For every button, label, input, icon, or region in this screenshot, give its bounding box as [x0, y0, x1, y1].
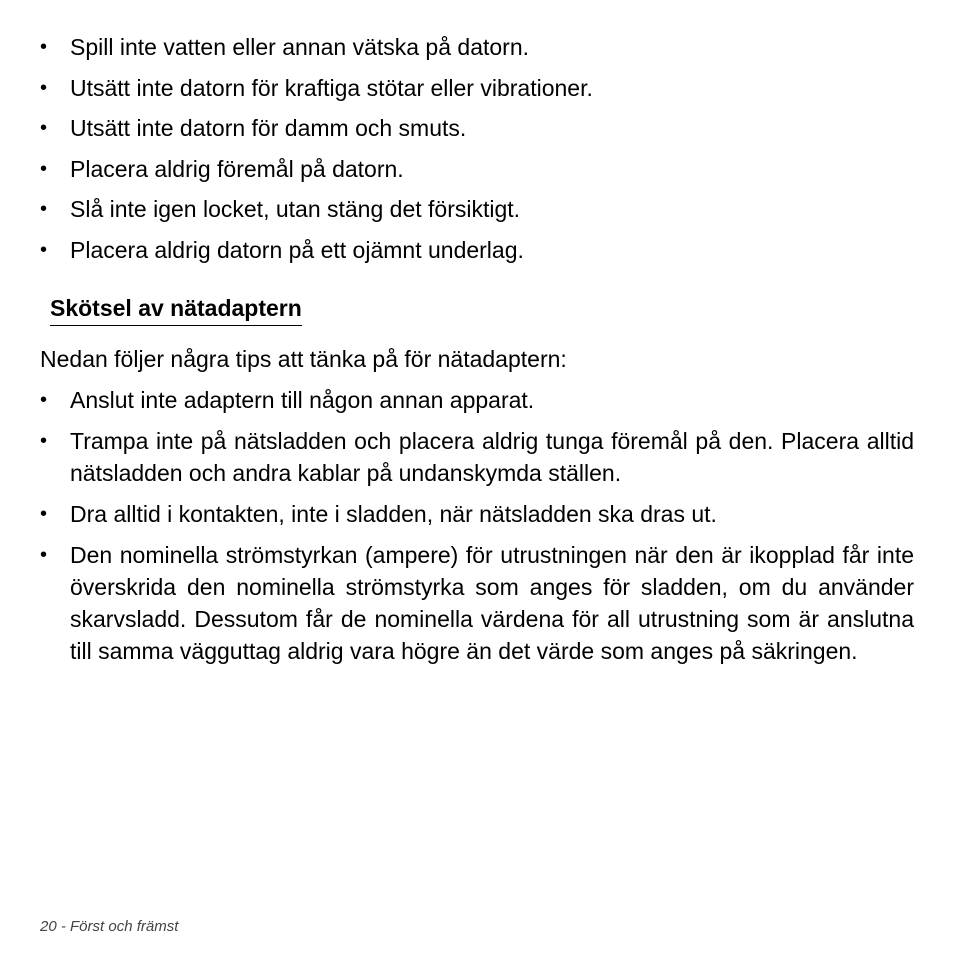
list-item-text: Spill inte vatten eller annan vätska på datorn.	[70, 34, 530, 60]
section-heading: Skötsel av nätadaptern	[50, 292, 302, 326]
bullet-icon: •	[40, 117, 48, 139]
list-item-text: Slå inte igen locket, utan stäng det försiktigt.	[70, 196, 521, 222]
list-item	[40, 153, 914, 185]
list-item-text: Trampa inte på nätsladden och placera aldrig tunga föremål på den. Placera alltid nätsladden och andra kablar på undanskymda ställen.	[70, 428, 914, 486]
list-item-text: Placera aldrig datorn på ett ojämnt underlag.	[70, 236, 524, 263]
list-item-text: Placera aldrig föremål på datorn.	[70, 155, 404, 182]
bullet-icon: •	[40, 198, 48, 220]
bullet-icon: •	[40, 430, 48, 452]
page-footer: 20 - Först och främst	[40, 918, 179, 935]
list-item	[40, 539, 914, 667]
list-item-text: Anslut inte adaptern till någon annan apparat.	[70, 387, 535, 413]
bullet-icon: •	[40, 76, 48, 99]
bullet-icon: •	[40, 544, 48, 566]
bullet-icon: •	[40, 238, 48, 261]
list-item-text: Utsätt inte datorn för damm och smuts.	[70, 115, 467, 141]
list-item	[40, 234, 914, 266]
list-item-text: Utsätt inte datorn för kraftiga stötar eller vibrationer.	[70, 74, 593, 101]
care-instructions-list	[40, 31, 914, 274]
bullet-icon: •	[40, 36, 48, 58]
list-item-text: Den nominella strömstyrkan (ampere) för utrustningen när den är ikopplad får inte överskrida den nominella strömstyrka som anges för sladden, om du använder skarvsladd. Dessutom får de nominella värdena för all utrustning som är anslutna till samma vägguttag aldrig vara högre än det värde som anges på säkringen.	[70, 542, 914, 664]
list-item	[40, 498, 914, 530]
list-item	[40, 384, 914, 416]
list-item	[40, 193, 914, 225]
list-item-text: Dra alltid i kontakten, inte i sladden, när nätsladden ska dras ut.	[70, 501, 717, 527]
bullet-icon: •	[40, 157, 48, 180]
bullet-icon: •	[40, 503, 48, 525]
list-item	[40, 425, 914, 489]
list-item	[40, 72, 914, 104]
adapter-tips-list	[40, 384, 914, 676]
bullet-icon: •	[40, 389, 48, 411]
section-intro: Nedan följer några tips att tänka på för nätadaptern:	[40, 346, 567, 372]
list-item	[40, 31, 914, 63]
list-item	[40, 112, 914, 144]
